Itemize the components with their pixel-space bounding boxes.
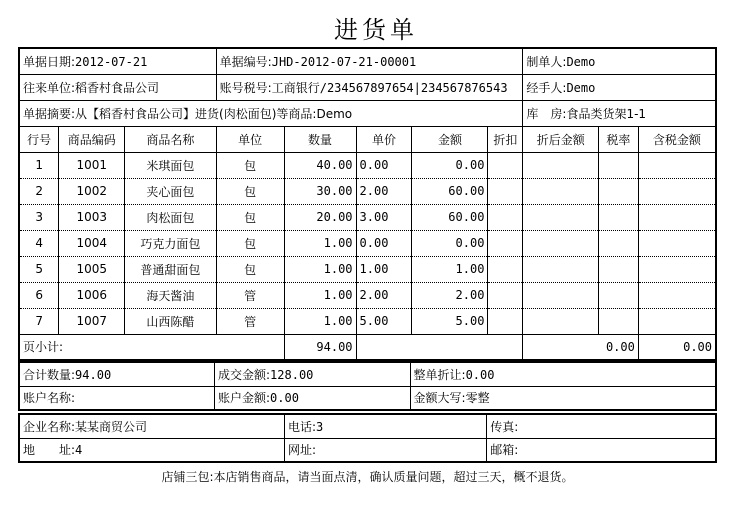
item-qty: 40.00: [284, 152, 356, 178]
item-name: 米琪面包: [125, 152, 217, 178]
table-row: [19, 178, 716, 204]
item-discount: [488, 152, 523, 178]
table-row: [19, 308, 716, 334]
subtotal-tax-amount: 0.00: [638, 334, 716, 360]
table-row: [19, 256, 716, 282]
item-after-discount: [523, 178, 599, 204]
item-code: 1002: [59, 178, 125, 204]
partner: 往来单位:稻香村食品公司: [19, 74, 216, 100]
item-unit: 包: [216, 230, 284, 256]
item-code: 1007: [59, 308, 125, 334]
amount-in-words: 金额大写:零整: [410, 386, 716, 410]
header-row-1: [19, 48, 716, 74]
col-header: 税率: [599, 126, 639, 152]
item-qty: 1.00: [284, 308, 356, 334]
col-header: 商品名称: [125, 126, 217, 152]
table-row: [19, 282, 716, 308]
summary-row-1: [19, 362, 716, 386]
header-row-2: [19, 74, 716, 100]
item-tax-amount: [638, 282, 716, 308]
item-unit: 包: [216, 204, 284, 230]
footer-note: 店铺三包:本店销售商品，请当面点清，确认质量问题，超过三天，概不退货。: [161, 470, 574, 484]
purchase-table: [18, 47, 717, 361]
handler: 经手人:Demo: [523, 74, 716, 100]
item-price: 1.00: [356, 256, 412, 282]
item-unit: 管: [216, 308, 284, 334]
company-table: [18, 413, 717, 463]
item-after-discount: [523, 308, 599, 334]
item-discount: [488, 282, 523, 308]
item-amount: 5.00: [412, 308, 488, 334]
item-discount: [488, 256, 523, 282]
item-code: 1003: [59, 204, 125, 230]
item-price: 0.00: [356, 152, 412, 178]
col-header: 数量: [284, 126, 356, 152]
company-row-1: [19, 414, 716, 438]
col-header: 行号: [19, 126, 59, 152]
company-email: 邮箱:: [487, 438, 716, 462]
item-after-discount: [523, 282, 599, 308]
total-qty: 合计数量:94.00: [19, 362, 215, 386]
document-title: 进货单: [334, 16, 418, 44]
item-tax-rate: [599, 230, 639, 256]
item-tax-rate: [599, 256, 639, 282]
item-tax-amount: [638, 204, 716, 230]
row-no: 1: [19, 152, 59, 178]
row-no: 2: [19, 178, 59, 204]
item-name: 夹心面包: [125, 178, 217, 204]
item-tax-amount: [638, 178, 716, 204]
item-unit: 包: [216, 256, 284, 282]
table-row: [19, 152, 716, 178]
col-header: 商品编码: [59, 126, 125, 152]
item-amount: 0.00: [412, 230, 488, 256]
company-address: 地 址:4: [19, 438, 284, 462]
item-tax-rate: [599, 152, 639, 178]
doc-summary: 单据摘要:从【稻香村食品公司】进货(肉松面包)等商品:Demo: [19, 100, 523, 126]
col-header: 折后金额: [523, 126, 599, 152]
item-name: 巧克力面包: [125, 230, 217, 256]
item-qty: 30.00: [284, 178, 356, 204]
item-tax-amount: [638, 308, 716, 334]
item-tax-rate: [599, 282, 639, 308]
col-header: 含税金额: [638, 126, 716, 152]
row-no: 3: [19, 204, 59, 230]
doc-date: 单据日期:2012-07-21: [19, 48, 216, 74]
account-name: 账户名称:: [19, 386, 215, 410]
item-discount: [488, 204, 523, 230]
summary-table: [18, 361, 717, 411]
subtotal-after-discount: 0.00: [523, 334, 638, 360]
item-after-discount: [523, 230, 599, 256]
item-price: 2.00: [356, 178, 412, 204]
summary-row-2: [19, 386, 716, 410]
header-row-3: [19, 100, 716, 126]
item-price: 3.00: [356, 204, 412, 230]
item-discount: [488, 230, 523, 256]
item-unit: 包: [216, 152, 284, 178]
company-phone: 电话:3: [284, 414, 486, 438]
item-amount: 2.00: [412, 282, 488, 308]
item-code: 1001: [59, 152, 125, 178]
item-name: 肉松面包: [125, 204, 217, 230]
item-discount: [488, 308, 523, 334]
item-amount: 60.00: [412, 204, 488, 230]
table-row: [19, 204, 716, 230]
row-no: 6: [19, 282, 59, 308]
item-price: 0.00: [356, 230, 412, 256]
doc-maker: 制单人:Demo: [523, 48, 716, 74]
item-name: 山西陈醋: [125, 308, 217, 334]
item-tax-amount: [638, 152, 716, 178]
item-qty: 1.00: [284, 282, 356, 308]
col-header: 金额: [412, 126, 488, 152]
item-amount: 60.00: [412, 178, 488, 204]
item-unit: 管: [216, 282, 284, 308]
item-code: 1004: [59, 230, 125, 256]
item-code: 1005: [59, 256, 125, 282]
item-after-discount: [523, 204, 599, 230]
company-row-2: [19, 438, 716, 462]
item-price: 2.00: [356, 282, 412, 308]
deal-amount: 成交金额:128.00: [215, 362, 411, 386]
subtotal-row: [19, 334, 716, 360]
item-tax-amount: [638, 230, 716, 256]
company-name: 企业名称:某某商贸公司: [19, 414, 284, 438]
item-tax-rate: [599, 308, 639, 334]
row-no: 5: [19, 256, 59, 282]
item-after-discount: [523, 256, 599, 282]
warehouse: 库 房:食品类货架1-1: [523, 100, 716, 126]
order-discount: 整单折让:0.00: [410, 362, 716, 386]
item-amount: 0.00: [412, 152, 488, 178]
subtotal-qty: 94.00: [284, 334, 356, 360]
col-header: 单价: [356, 126, 412, 152]
subtotal-label: 页小计:: [19, 334, 284, 360]
item-after-discount: [523, 152, 599, 178]
item-qty: 1.00: [284, 230, 356, 256]
subtotal-empty: [356, 334, 523, 360]
item-discount: [488, 178, 523, 204]
item-qty: 1.00: [284, 256, 356, 282]
item-tax-rate: [599, 178, 639, 204]
item-unit: 包: [216, 178, 284, 204]
item-amount: 1.00: [412, 256, 488, 282]
doc-number: 单据编号:JHD-2012-07-21-00001: [216, 48, 523, 74]
account-amount: 账户金额:0.00: [215, 386, 411, 410]
row-no: 7: [19, 308, 59, 334]
account-tax-no: 账号税号:工商银行/234567897654|234567876543: [216, 74, 523, 100]
col-header: 单位: [216, 126, 284, 152]
row-no: 4: [19, 230, 59, 256]
item-tax-rate: [599, 204, 639, 230]
item-code: 1006: [59, 282, 125, 308]
item-name: 普通甜面包: [125, 256, 217, 282]
item-name: 海天酱油: [125, 282, 217, 308]
item-tax-amount: [638, 256, 716, 282]
table-row: [19, 230, 716, 256]
item-qty: 20.00: [284, 204, 356, 230]
company-fax: 传真:: [487, 414, 716, 438]
col-header: 折扣: [488, 126, 523, 152]
item-price: 5.00: [356, 308, 412, 334]
company-website: 网址:: [284, 438, 486, 462]
column-header-row: [19, 126, 716, 152]
